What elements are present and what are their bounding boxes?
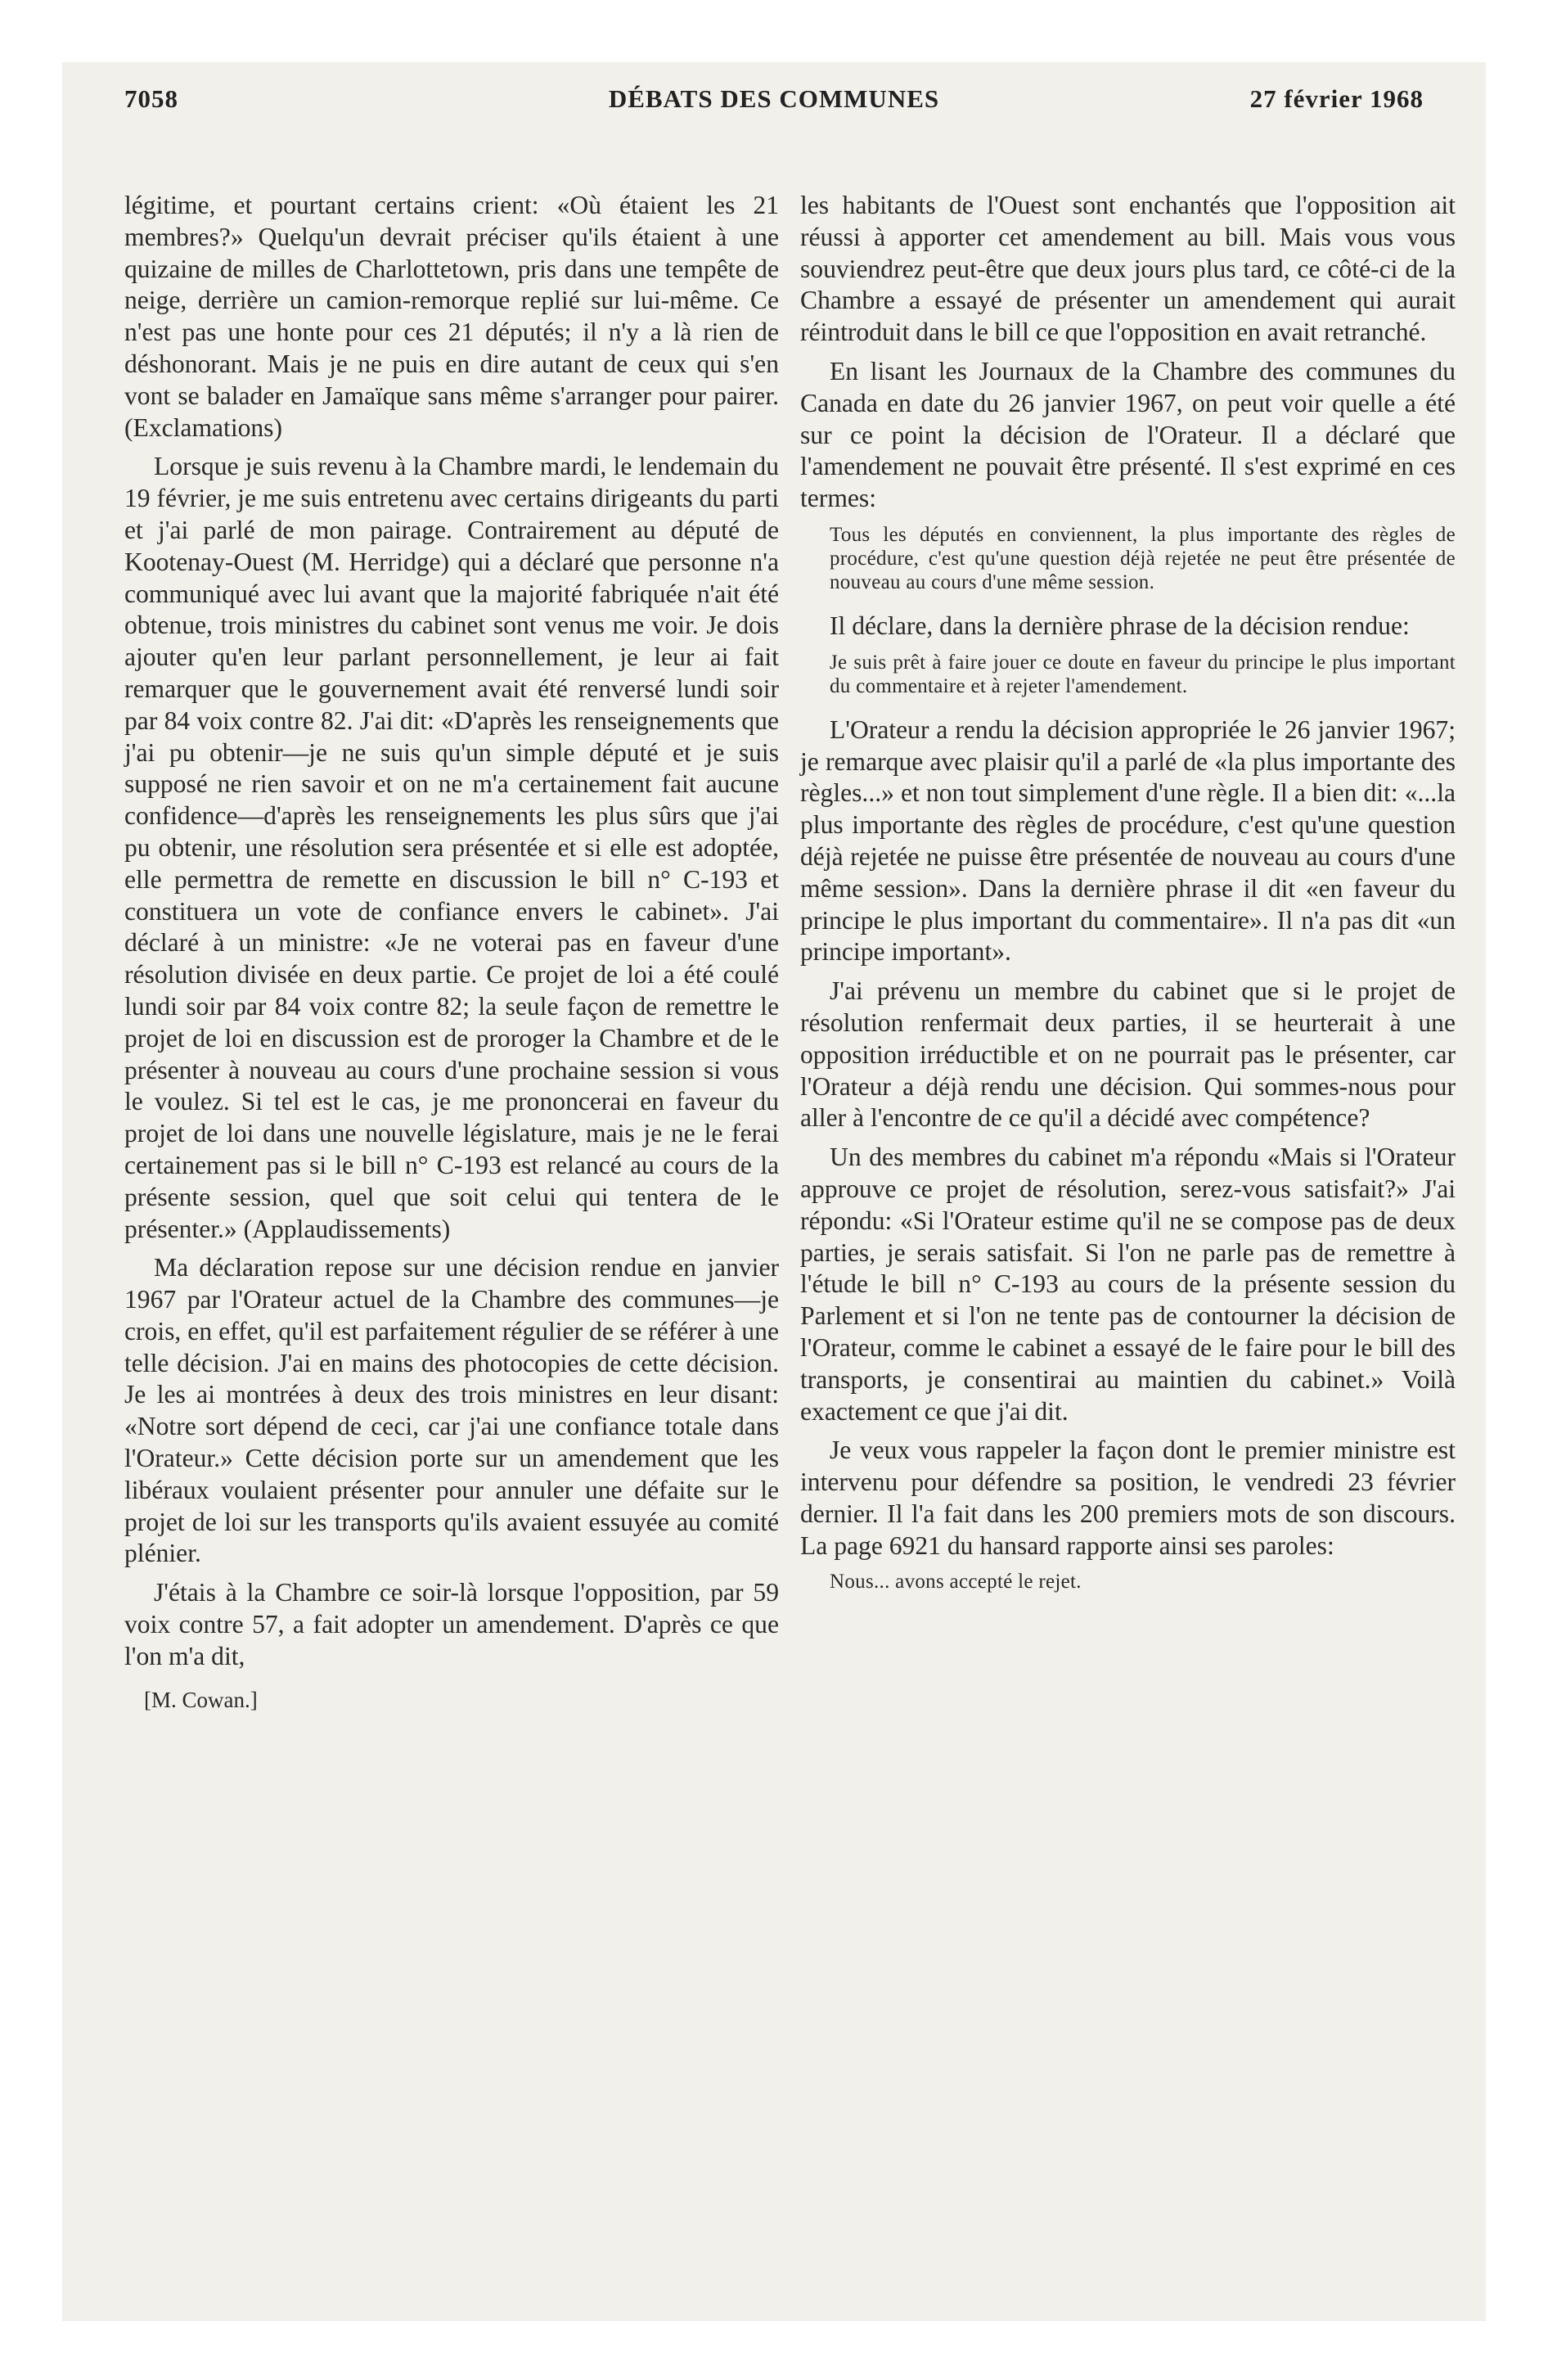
paragraph: J'étais à la Chambre ce soir-là lorsque l'opposition, par 59 voix contre 57, a fait adopter un amendement. D'après ce que l'on m'a dit, — [124, 1578, 779, 1670]
block-quote: Nous... avons accepté le rejet. — [830, 1571, 1082, 1593]
speaker-label: [M. Cowan.] — [144, 1687, 258, 1712]
page-number: 7058 — [124, 84, 178, 113]
right-column — [800, 190, 1456, 1610]
paragraph: En lisant les Journaux de la Chambre des communes du Canada en date du 26 janvier 1967, on peut voir quelle a été sur ce point la décision de l'Orateur. Il a déclaré que l'amendement ne pouvait être présenté. Il s'est exprimé en ces termes: — [800, 356, 1456, 513]
paragraph: Ma déclaration repose sur une décision rendue en janvier 1967 par l'Orateur actuel de la Chambre des communes—je crois, en effet, qu'il est parfaitement régulier de se référer à une telle décision. J'ai en mains des photocopies de cette décision. Je les ai montrées à deux des trois ministres en leur disant: «Notre sort dépend de ceci, car j'ai une confiance totale dans l'Orateur.» Cette décision porte sur un amendement que les libéraux voulaient présenter pour annuler une défaite sur le projet de loi sur les transports qu'ils avaient essuyée au comité plénier. — [124, 1253, 779, 1568]
page-header — [62, 78, 1486, 119]
paragraph: Lorsque je suis revenu à la Chambre mardi, le lendemain du 19 février, je me suis entretenu avec certains dirigeants du parti et j'ai parlé de mon pairage. Contrairement au député de Kootenay-Ouest (M. Herridge) qui a déclaré que personne n'a communiqué avec lui avant que la majorité fabriquée n'ait été obtenue, trois ministres du cabinet sont venus me voir. Je dois ajouter qu'en leur parlant personnellement, je leur ai fait remarquer que le gouvernement avait été renversé lundi soir par 84 voix contre 82. J'ai dit: «D'après les renseignements que j'ai pu obtenir—je ne suis qu'un simple député et je suis supposé ne rien savoir et on ne m'a certainement fait aucune confidence—d'après les renseignements les plus sûrs que j'ai pu obtenir, une résolution sera présentée et si elle est adoptée, elle permettra de remette en discussion le bill n° C-193 et constituera un vote de confiance envers le cabinet». J'ai déclaré à un ministre: «Je ne voterai pas en faveur d'une résolution divisée en deux partie. Ce projet de loi a été coulé lundi soir par 84 voix contre 82; la seule façon de remettre le projet de loi en discussion est de proroger la Chambre et de le présenter à nouveau au cours d'une prochaine session si vous le voulez. Si tel est le cas, je me prononcerai en faveur du projet de loi dans une nouvelle législature, mais je ne le ferai certainement pas si le bill n° C-193 est relancé au cours de la présente session, quel que soit celui qui tentera de le présenter.» (Applaudissements) — [124, 452, 779, 1243]
paragraph: L'Orateur a rendu la décision appropriée le 26 janvier 1967; je remarque avec plaisir qu'il a parlé de «la plus importante des règles...» et non tout simplement d'une règle. Il a bien dit: «...la plus importante des règles de procédure, c'est qu'une question déjà rejetée ne puisse être présentée de nouveau au cours d'une même session». Dans la dernière phrase il dit «en faveur du principe le plus important du commentaire». Il n'a pas dit «un principe important». — [800, 714, 1456, 967]
paragraph: Un des membres du cabinet m'a répondu «Mais si l'Orateur approuve ce projet de résolution, serez-vous satisfait?» J'ai répondu: «Si l'Orateur estime qu'il ne se compose pas de deux parties, je serais satisfait. Si l'on ne parle pas de remettre à l'étude le bill n° C-193 au cours de la présente session du Parlement et si l'on ne tente pas de contourner la décision de l'Orateur, comme le cabinet a essayé de le faire pour le bill des transports, je consentirai au maintien du cabinet.» Voilà exactement ce que j'ai dit. — [800, 1143, 1456, 1426]
paragraph: les habitants de l'Ouest sont enchantés que l'opposition ait réussi à apporter cet amendement au bill. Mais vous vous souviendrez peut-être que deux jours plus tard, ce côté-ci de la Chambre a essayé de présenter un amendement qui aurait réintroduit dans le bill ce que l'opposition en avait retranché. — [800, 191, 1456, 347]
left-column — [124, 190, 779, 1723]
page-title: DÉBATS DES COMMUNES — [608, 84, 940, 113]
page-date: 27 février 1968 — [1249, 84, 1424, 113]
paragraph: Je veux vous rappeler la façon dont le premier ministre est intervenu pour défendre sa position, le vendredi 23 février dernier. Il l'a fait dans les 200 premiers mots de son discours. La page 6921 du hansard rapporte ainsi ses paroles: — [800, 1436, 1456, 1560]
block-quote: Tous les députés en conviennent, la plus importante des règles de procédure, c'est qu'une question déjà rejetée ne peut être présentée de nouveau au cours d'une même session. — [830, 523, 1456, 593]
paragraph: Il déclare, dans la dernière phrase de la décision rendue: — [830, 611, 1410, 640]
block-quote: Je suis prêt à faire jouer ce doute en faveur du principe le plus important du commentaire et à rejeter l'amendement. — [830, 651, 1456, 697]
paragraph: légitime, et pourtant certains crient: «Où étaient les 21 membres?» Quelqu'un devrait préciser qu'ils étaient à une quizaine de milles de Charlottetown, pris dans une tempête de neige, derrière un camion-remorque replié sur lui-même. Ce n'est pas une honte pour ces 21 députés; il n'y a là rien de déshonorant. Mais je ne puis en dire autant de ceux qui s'en vont se balader en Jamaïque sans même s'arranger pour pairer. (Exclamations) — [124, 191, 779, 442]
paragraph: J'ai prévenu un membre du cabinet que si le projet de résolution renfermait deux parties, il se heurterait à une opposition irréductible et on ne pourrait pas le présenter, car l'Orateur a déjà rendu une décision. Qui sommes-nous pour aller à l'encontre de ce qu'il a décidé avec compétence? — [800, 976, 1456, 1133]
